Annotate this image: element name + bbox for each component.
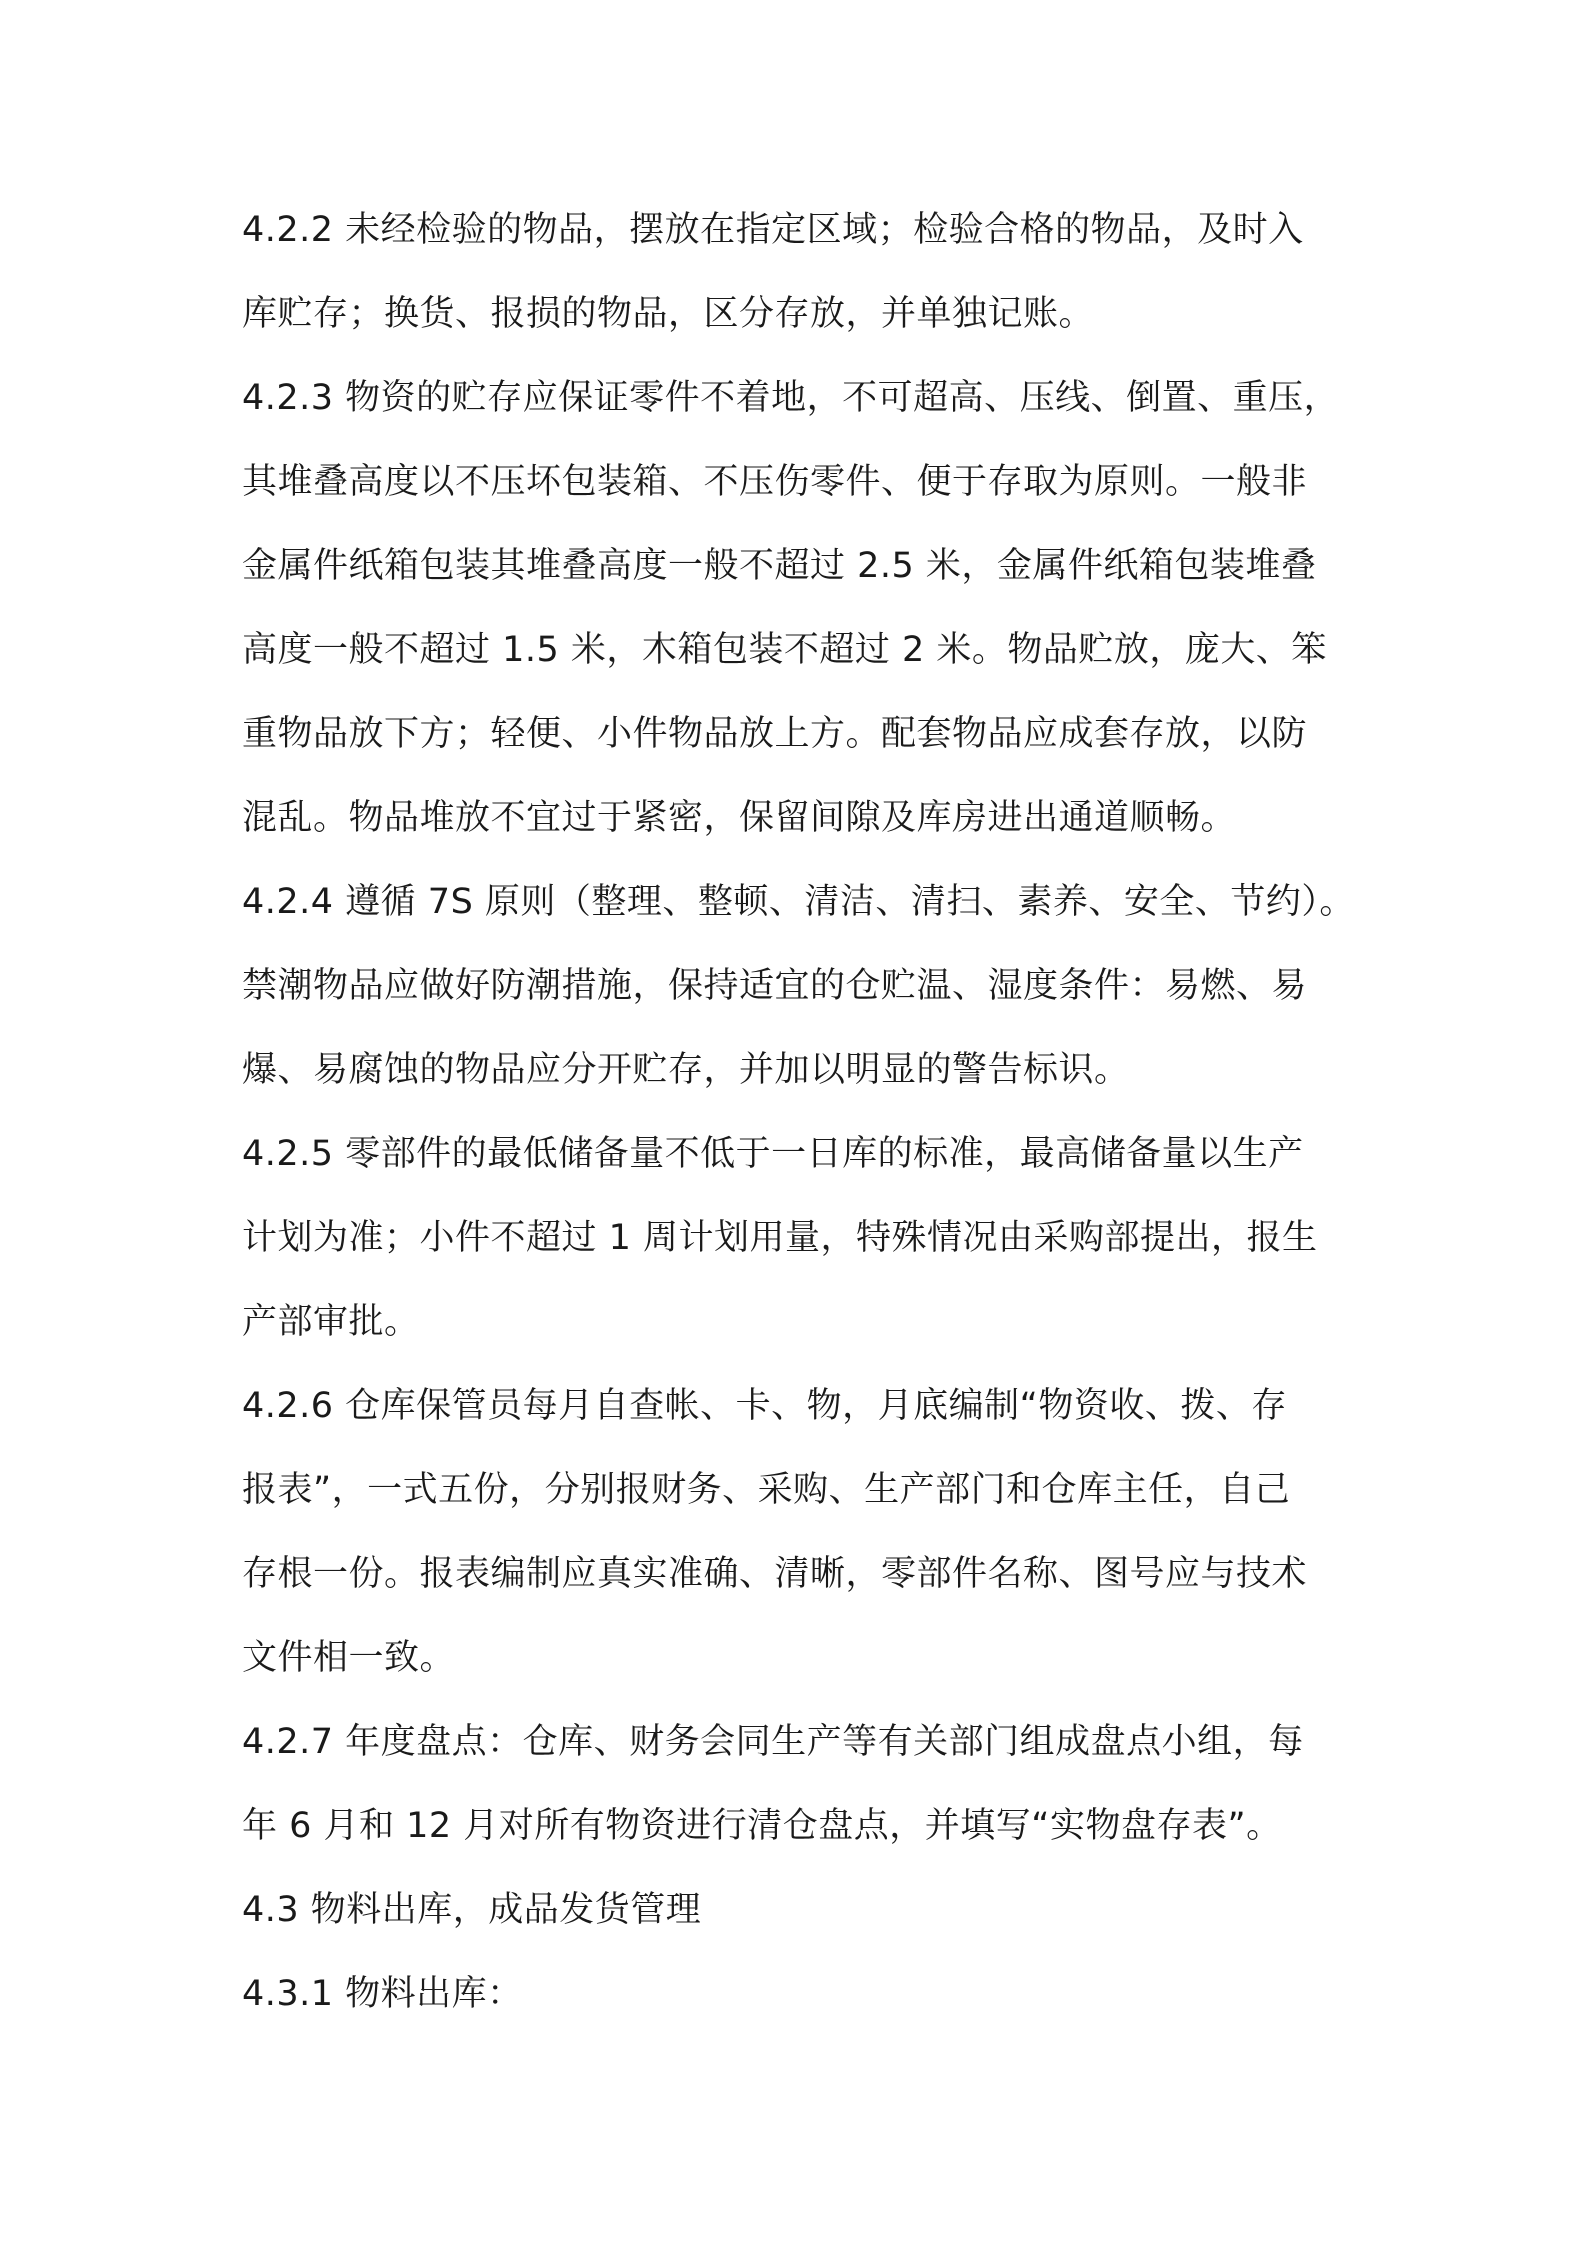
section-4-2-6-line-3: 存根一份。报表编制应真实准确、清晰，零部件名称、图号应与技术 <box>242 1554 1308 1594</box>
section-4-2-6-line-4: 文件相一致。 <box>242 1638 456 1678</box>
section-4-2-3-line-4: 高度一般不超过 1.5 米，木箱包装不超过 2 米。物品贮放，庞大、笨 <box>242 630 1327 670</box>
document-body <box>242 188 1372 2036</box>
section-4-2-6-line-1: 4.2.6 仓库保管员每月自查帐、卡、物，月底编制“物资收、拨、存 <box>242 1386 1287 1426</box>
section-4-2-2-line-1: 4.2.2 未经检验的物品，摆放在指定区域；检验合格的物品，及时入 <box>242 210 1304 250</box>
section-4-3-heading: 4.3 物料出库，成品发货管理 <box>242 1890 702 1930</box>
section-4-2-7-line-2: 年 6 月和 12 月对所有物资进行清仓盘点，并填写“实物盘存表”。 <box>242 1806 1282 1846</box>
section-4-2-4-line-2: 禁潮物品应做好防潮措施，保持适宜的仓贮温、湿度条件：易燃、易 <box>242 966 1308 1006</box>
section-4-2-3-line-3: 金属件纸箱包装其堆叠高度一般不超过 2.5 米，金属件纸箱包装堆叠 <box>242 546 1317 586</box>
section-4-2-3-line-1: 4.2.3 物资的贮存应保证零件不着地，不可超高、压线、倒置、重压， <box>242 378 1340 418</box>
section-4-2-5-line-3: 产部审批。 <box>242 1302 420 1342</box>
section-4-2-5-line-1: 4.2.5 零部件的最低储备量不低于一日库的标准，最高储备量以生产 <box>242 1134 1304 1174</box>
section-4-2-3-line-2: 其堆叠高度以不压坏包装箱、不压伤零件、便于存取为原则。一般非 <box>242 462 1308 502</box>
section-4-2-5-line-2: 计划为准；小件不超过 1 周计划用量，特殊情况由采购部提出，报生 <box>242 1218 1318 1258</box>
section-4-2-6-line-2: 报表”，一式五份，分别报财务、采购、生产部门和仓库主任，自己 <box>242 1470 1291 1510</box>
section-4-2-7-line-1: 4.2.7 年度盘点：仓库、财务会同生产等有关部门组成盘点小组，每 <box>242 1722 1304 1762</box>
section-4-2-3-line-6: 混乱。物品堆放不宜过于紧密，保留间隙及库房进出通道顺畅。 <box>242 798 1237 838</box>
section-4-2-4-line-1: 4.2.4 遵循 7S 原则（整理、整顿、清洁、清扫、素养、安全、节约）。 <box>242 882 1355 922</box>
section-4-2-3-line-5: 重物品放下方；轻便、小件物品放上方。配套物品应成套存放，以防 <box>242 714 1308 754</box>
section-4-3-1-heading: 4.3.1 物料出库： <box>242 1974 523 2014</box>
section-4-2-2-line-2: 库贮存；换货、报损的物品，区分存放，并单独记账。 <box>242 294 1095 334</box>
section-4-2-4-line-3: 爆、易腐蚀的物品应分开贮存，并加以明显的警告标识。 <box>242 1050 1130 1090</box>
